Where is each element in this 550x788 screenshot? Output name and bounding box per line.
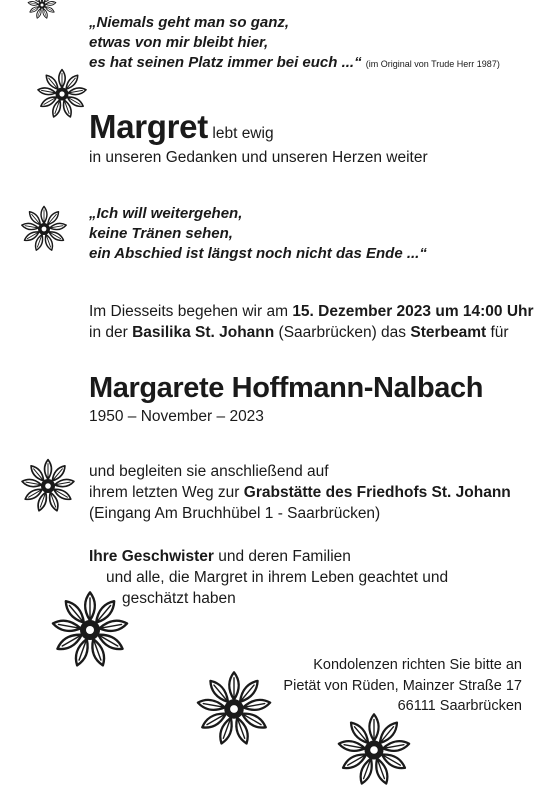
text: und deren Familien [213, 548, 351, 565]
flower-icon [336, 712, 412, 788]
text: für [486, 324, 509, 341]
opening-quote [89, 13, 500, 74]
text: in der [89, 324, 133, 341]
name-line [89, 110, 428, 144]
flower-icon [36, 68, 88, 120]
first-name: Margret [89, 108, 208, 145]
service-date: 15. Dezember 2023 um 14:00 Uhr [292, 303, 534, 320]
flower-icon [195, 668, 273, 750]
service-line-1 [89, 301, 534, 322]
name-heading [89, 110, 428, 168]
mourners-line: geschätzt haben [122, 590, 236, 607]
flower-icon [20, 454, 76, 518]
burial-info [89, 461, 511, 524]
condolence-line: Kondolenzen richten Sie bitte an [313, 657, 522, 673]
quote-line: „Niemals geht man so ganz, [89, 14, 290, 31]
text: (Saarbrücken) das [274, 324, 411, 341]
quote-line [89, 53, 500, 74]
quote-line: „Ich will weitergehen, [89, 205, 243, 222]
mourners-siblings: Ihre Geschwister [89, 548, 214, 565]
deceased-name: Margarete Hoffmann-Nalbach [89, 372, 484, 404]
condolence-line: 66111 Saarbrücken [397, 698, 522, 714]
burial-line: (Eingang Am Bruchhübel 1 - Saarbrücken) [89, 505, 381, 522]
service-place: Basilika St. Johann [132, 324, 275, 341]
flower-icon [27, 0, 57, 20]
text: Im Diesseits begehen wir am [89, 303, 293, 320]
flower-icon [20, 203, 68, 255]
condolences [283, 655, 522, 717]
life-dates: 1950 – November – 2023 [89, 408, 264, 425]
quote-line: ein Abschied ist längst noch nicht das Ende ...“ [89, 245, 427, 262]
mourners-line: und alle, die Margret in ihrem Leben geachtet und [106, 569, 449, 586]
quote-line: keine Tränen sehen, [89, 225, 233, 242]
name-subline: in unseren Gedanken und unseren Herzen weiter [89, 149, 428, 166]
mourners-line [89, 546, 448, 567]
service-event: Sterbeamt [410, 324, 487, 341]
quote-source: (im Original von Trude Herr 1987) [365, 59, 500, 69]
service-info [89, 301, 534, 343]
mourners [89, 546, 448, 609]
quote-line: etwas von mir bleibt hier, [89, 34, 269, 51]
quote-text: es hat seinen Platz immer bei euch ...“ [89, 54, 362, 71]
burial-place: Grabstätte des Friedhofs St. Johann [243, 484, 511, 501]
deceased-block [89, 371, 483, 427]
burial-line [89, 482, 511, 503]
burial-line: und begleiten sie anschließend auf [89, 463, 329, 480]
service-line-2 [89, 322, 534, 343]
text: ihrem letzten Weg zur [89, 484, 244, 501]
condolence-line: Pietät von Rüden, Mainzer Straße 17 [283, 677, 522, 694]
second-quote [89, 204, 427, 264]
name-suffix: lebt ewig [212, 125, 274, 142]
